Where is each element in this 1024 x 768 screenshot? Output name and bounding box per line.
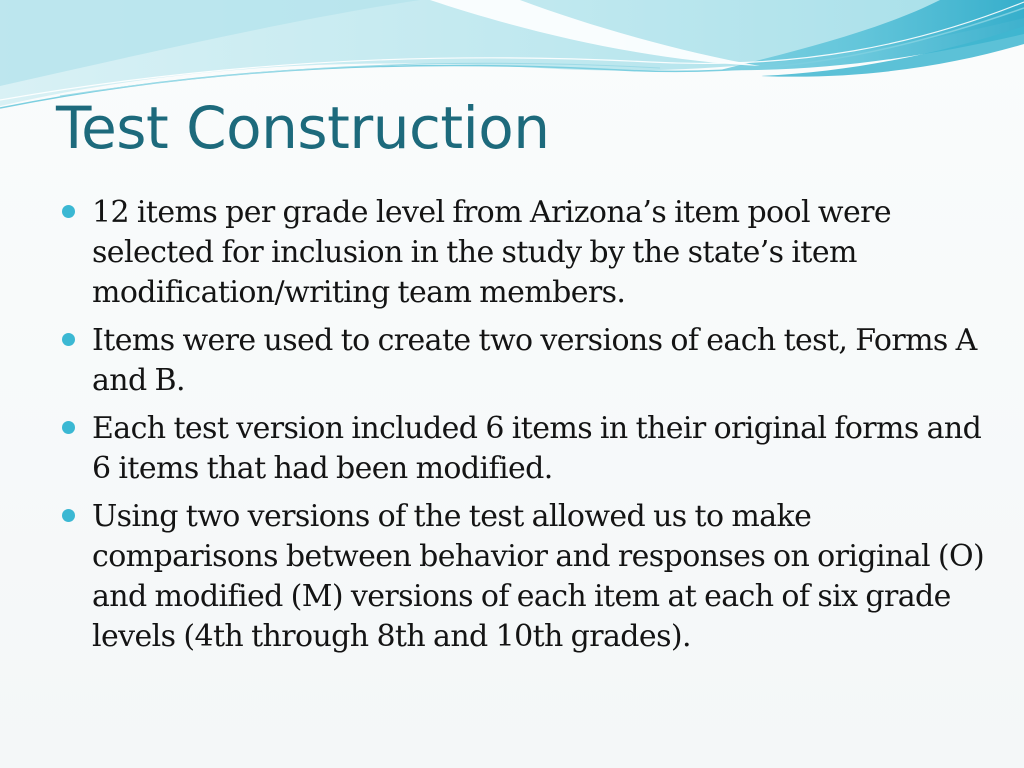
bullet-icon bbox=[62, 205, 75, 218]
bullet-item bbox=[58, 497, 988, 657]
bullet-item bbox=[58, 193, 988, 313]
bullet-icon bbox=[62, 509, 75, 522]
bullet-text: Each test version included 6 items in their original forms and 6 items that had been modified. bbox=[92, 411, 982, 486]
bullet-icon bbox=[62, 421, 75, 434]
slide-title: Test Construction bbox=[56, 94, 550, 162]
bullet-text: 12 items per grade level from Arizona’s item pool were selected for inclusion in the study by the state’s item modification/writing team members. bbox=[92, 195, 892, 310]
bullet-item bbox=[58, 321, 988, 401]
bullet-text: Using two versions of the test allowed us to make comparisons between behavior and responses on original (O) and modified (M) versions of each item at each of six grade levels (4th through 8th and 10th grades). bbox=[92, 499, 985, 654]
bullet-icon bbox=[62, 333, 75, 346]
bullet-item bbox=[58, 409, 988, 489]
bullet-list bbox=[58, 193, 988, 665]
bullet-text: Items were used to create two versions of each test, Forms A and B. bbox=[92, 323, 977, 398]
